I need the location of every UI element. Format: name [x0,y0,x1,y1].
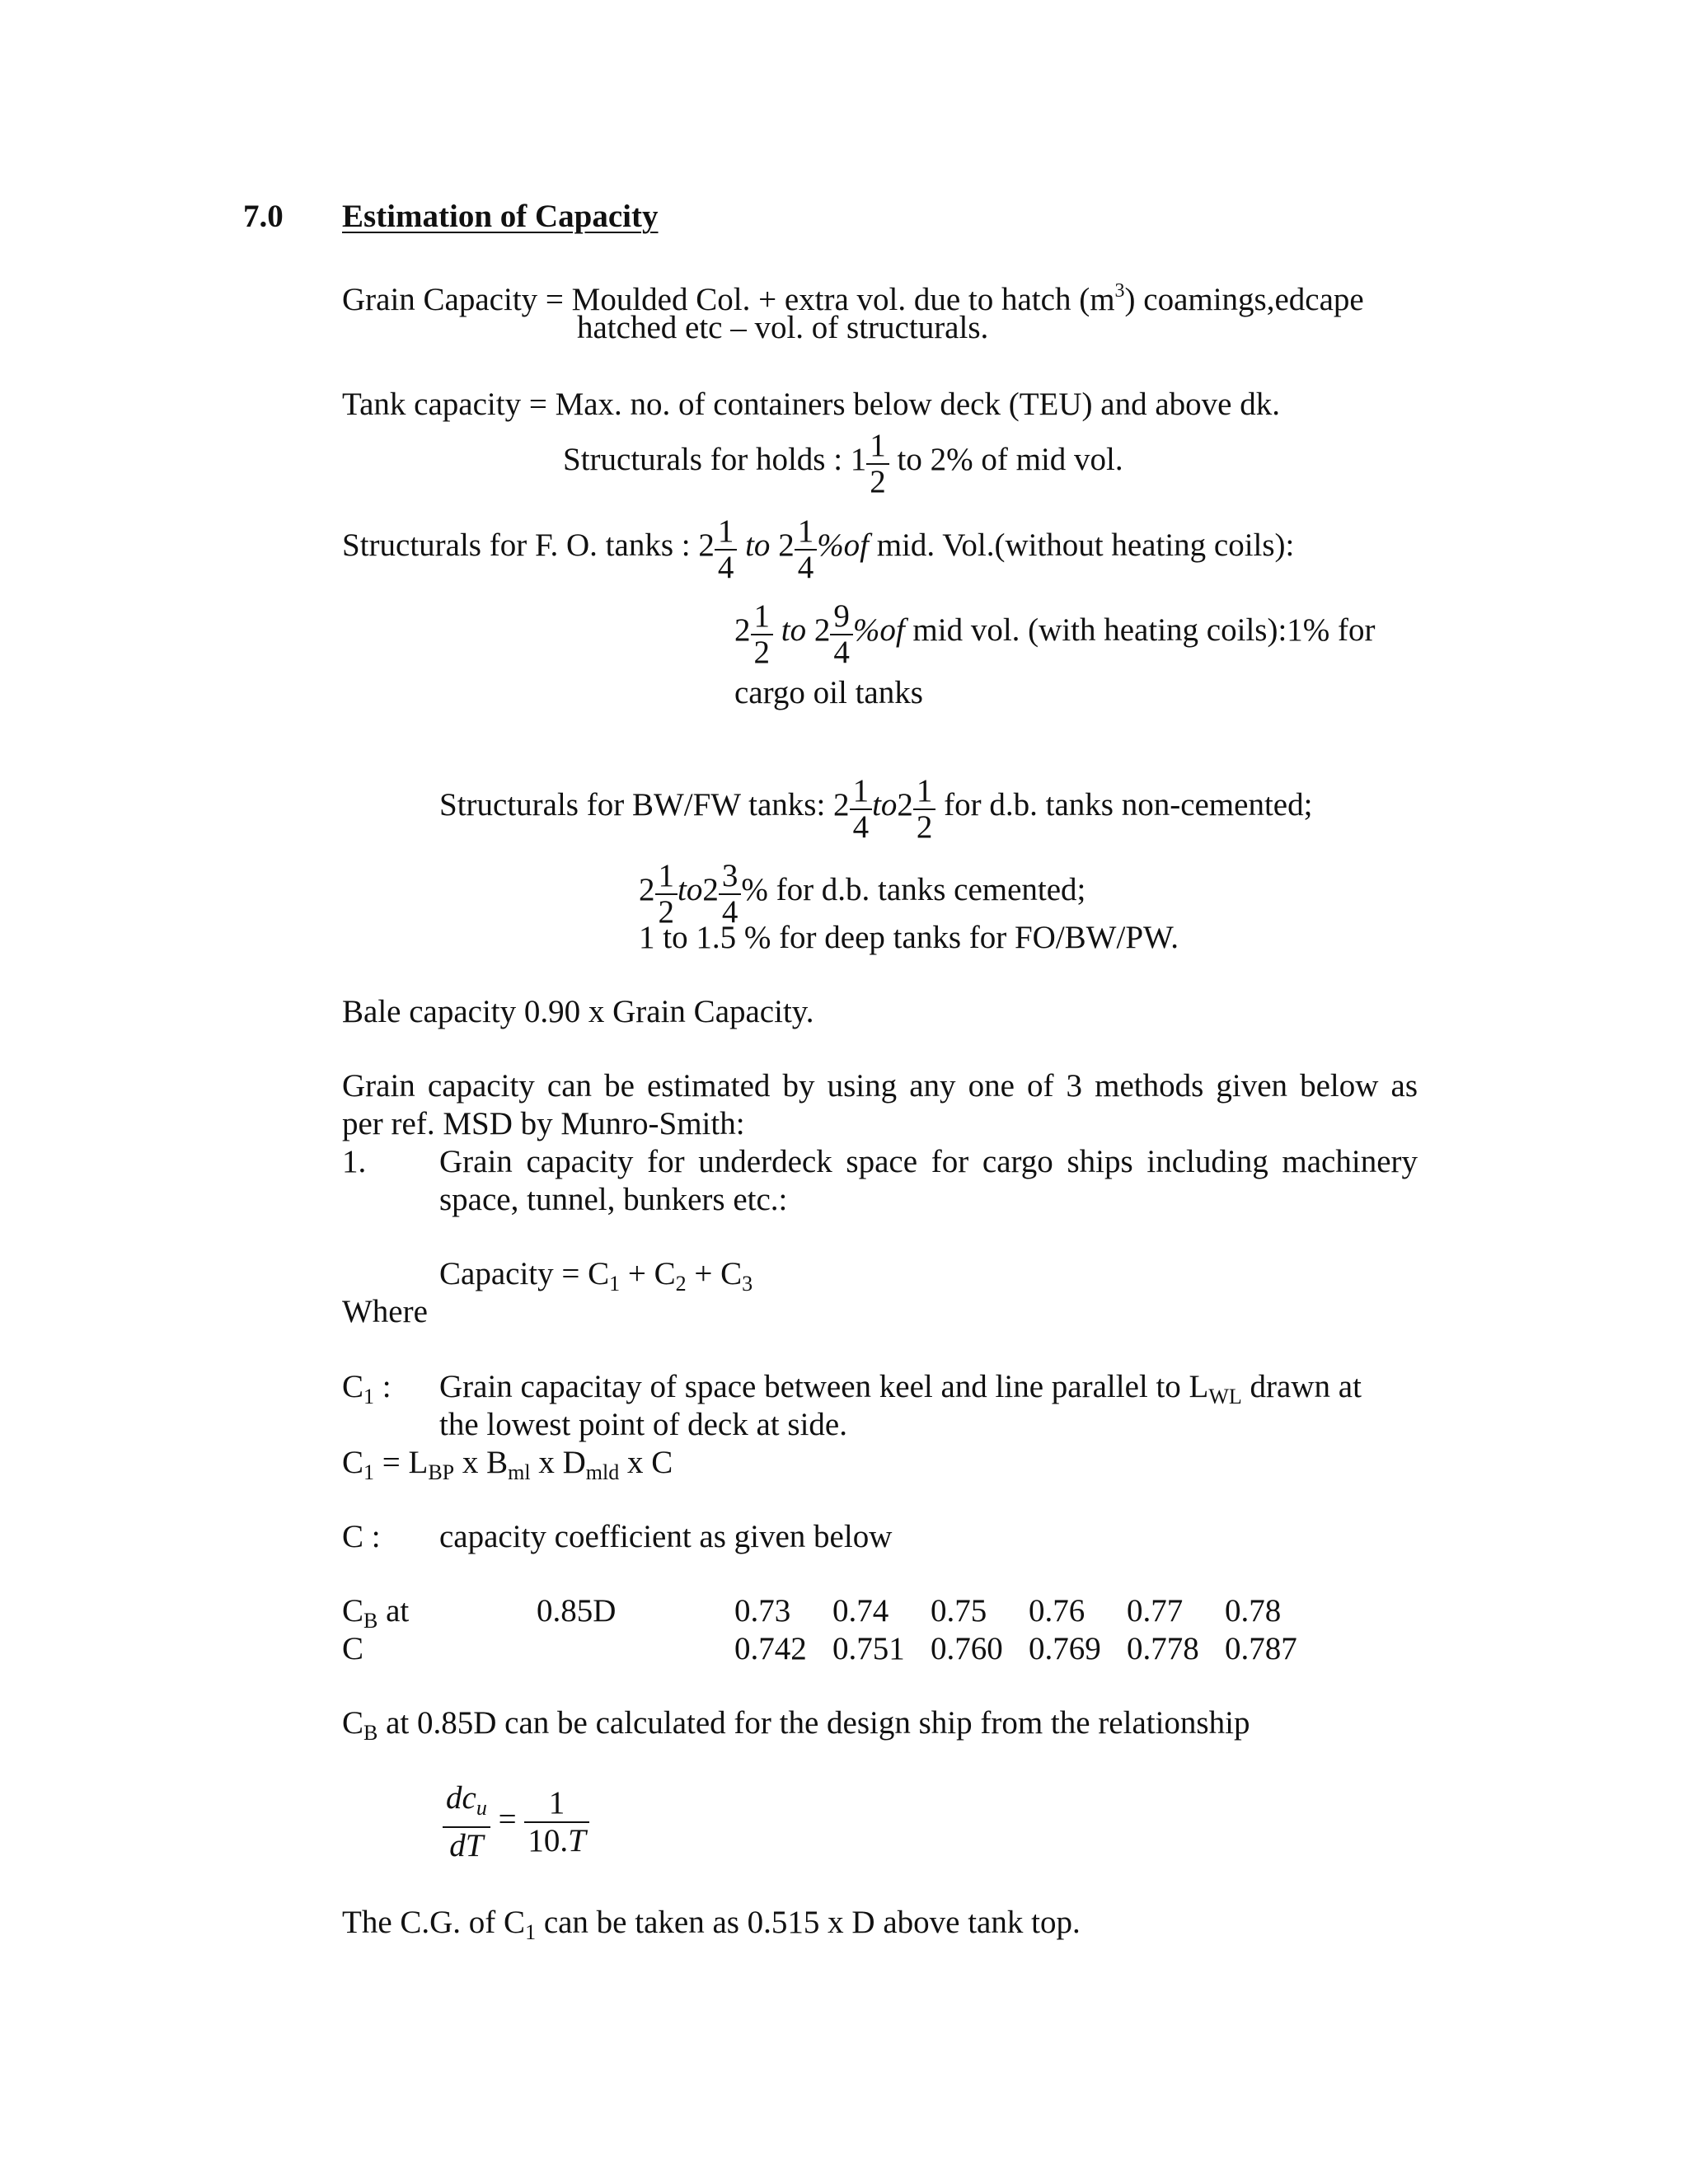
table-cell: 0.75 [931,1593,987,1629]
table-cell: 0.778 [1127,1631,1199,1666]
c1-label: $C_1$ : [342,1369,392,1408]
c1-equation: $C_1 = L_{BP}$ x $B_{ml}$ x $D_{mld}$ x C [342,1445,673,1484]
fraction-one-quarter: $\frac{1}{4}$ [795,514,818,585]
tank-capacity-definition: Tank capacity = Max. no. of containers below deck (TEU) and above dk. [342,387,1280,422]
structurals-bwfw-cemented: 2 $\frac{1}{2}$ to2 $\frac{3}{4}$ % for d.b. tanks cemented; [639,858,1086,930]
table-row-mid-label: 0.85D [537,1593,617,1629]
fraction-one-quarter: $\frac{1}{4}$ [715,514,738,585]
cb-relationship-line: $C_B$ at 0.85D can be calculated for the design ship from the relationship [342,1705,1250,1745]
table-cell: 0.73 [734,1593,791,1629]
grain-capacity-definition-cont: hatched etc – vol. of structurals. [577,310,989,345]
table-cell: 0.76 [1029,1593,1085,1629]
table-cell: 0.751 [832,1631,905,1666]
capacity-equation: Capacity = $C_1 + C_2 + C_3$ [439,1256,753,1296]
structurals-fo-tanks: Structurals for F. O. tanks : 2 $\frac{1}{4}$ to 2 $\frac{1}{4}$ %of mid. Vol.(without heating coils): [342,513,1295,585]
table-cell: 0.77 [1127,1593,1184,1629]
c1-definition-line-2: the lowest point of deck at side. [439,1407,847,1442]
section-title: Estimation of Capacity [342,199,659,234]
table-cell: 0.78 [1225,1593,1282,1629]
deep-tanks-line: 1 to 1.5 % for deep tanks for FO/BW/PW. [639,920,1179,955]
methods-line-1: Grain capacity can be estimated by using any one of 3 methods given below as [342,1068,1418,1104]
derivative-equation: $\frac{dc_u}{dT}$ = $\frac{1}{10.T}$ [443,1780,589,1864]
table-row-label-cb: $C_B$ at [342,1593,410,1633]
table-cell: 0.742 [734,1631,807,1666]
section-number: 7.0 [243,199,284,234]
table-row-label-c: C [342,1631,364,1666]
reciprocal-fraction: $\frac{1}{10.T}$ [524,1785,588,1859]
method-item-number: 1. [342,1144,367,1179]
structurals-holds: Structurals for holds : 1 $\frac{1}{2}$ to 2% of mid vol. [563,428,1123,499]
methods-line-2: per ref. MSD by Munro-Smith: [342,1106,745,1141]
cg-line: The C.G. of $C_1$ can be taken as 0.515 x D above tank top. [342,1905,1081,1944]
grain-capacity-definition: Grain Capacity = Moulded Col. + extra vol. due to hatch $(m^3)$ coamings,edcape [342,280,1364,317]
table-cell: 0.74 [832,1593,889,1629]
c-definition: capacity coefficient as given below [439,1519,893,1554]
structurals-bwfw-tanks: Structurals for BW/FW tanks: 2 $\frac{1}{4}$ to2 $\frac{1}{2}$ for d.b. tanks non-cemented; [439,773,1313,845]
method-item-line-1: Grain capacity for underdeck space for cargo ships including machinery [439,1144,1418,1179]
fraction-one-half: $\frac{1}{2}$ [866,429,889,499]
fraction-three-quarters: $\frac{3}{4}$ [719,859,742,930]
method-item-line-2: space, tunnel, bunkers etc.: [439,1182,788,1217]
c-label: C : [342,1519,381,1554]
fraction-one-half: $\frac{1}{2}$ [913,774,936,845]
derivative-fraction: $\frac{dc_u}{dT}$ [443,1780,490,1864]
fraction-nine-quarters: $\frac{9}{4}$ [830,599,853,670]
where-label: Where [342,1294,428,1329]
structurals-fo-tanks-heating: 2 $\frac{1}{2}$ to 2 $\frac{9}{4}$ %of mid vol. (with heating coils):1% for [734,598,1376,670]
fraction-one-half: $\frac{1}{2}$ [751,599,774,670]
fraction-one-quarter: $\frac{1}{4}$ [850,774,873,845]
cargo-oil-tanks: cargo oil tanks [734,675,923,710]
table-cell: 0.769 [1029,1631,1101,1666]
fraction-one-half: $\frac{1}{2}$ [655,859,678,930]
table-cell: 0.760 [931,1631,1003,1666]
bale-capacity: Bale capacity 0.90 x Grain Capacity. [342,994,814,1029]
c1-definition-line-1: Grain capacitay of space between keel and line parallel to $L_{WL}$ drawn at [439,1369,1362,1408]
table-cell: 0.787 [1225,1631,1297,1666]
